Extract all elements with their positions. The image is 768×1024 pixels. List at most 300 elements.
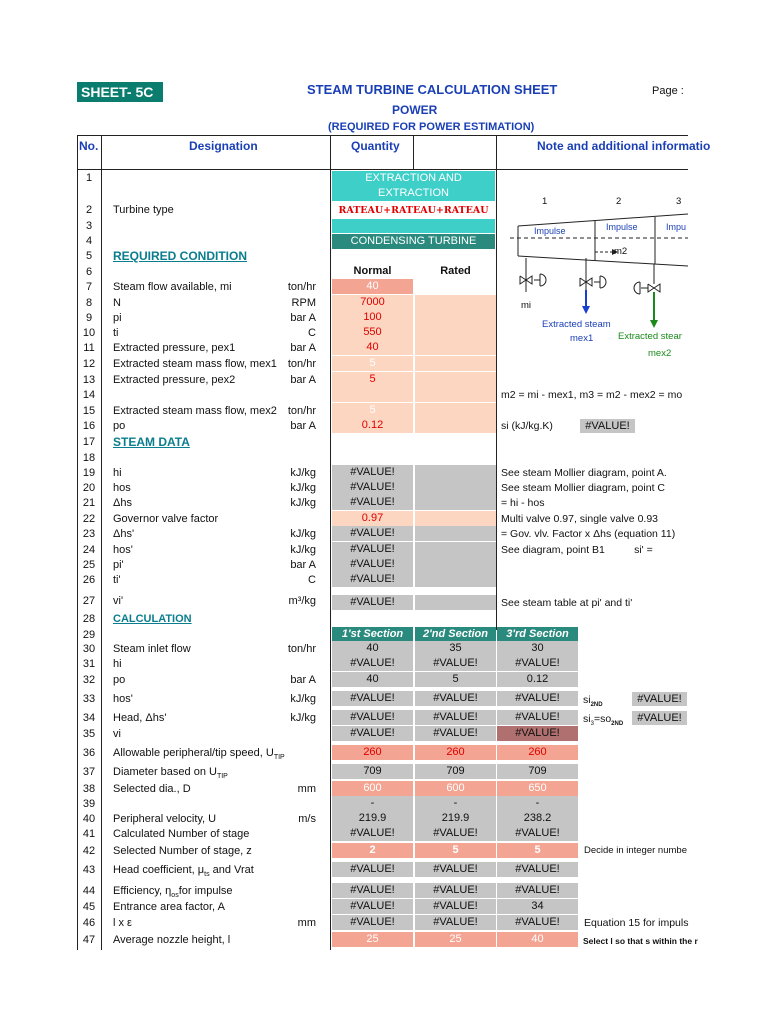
row-designation <box>113 248 247 264</box>
calc-cell-section-3[interactable]: 0.12 <box>497 672 578 687</box>
quantity-normal-cell[interactable]: 40 <box>332 340 413 355</box>
designation-text: Extracted pressure, pex1 <box>113 342 236 354</box>
quantity-rated-cell[interactable] <box>415 542 496 557</box>
row-number: 23 <box>82 528 96 540</box>
row-number: 8 <box>85 297 93 309</box>
calc-cell-section-3[interactable]: 34 <box>497 899 578 914</box>
diagram-impulse-3: Impu <box>666 222 687 232</box>
row-number: 11 <box>83 342 95 354</box>
note-mass-balance: m2 = mi - mex1, m3 = m2 - mex2 = mo <box>501 389 683 401</box>
calc-cell-section-1[interactable]: #VALUE! <box>332 656 413 671</box>
calc-cell-section-3[interactable]: 238.2 <box>497 811 578 826</box>
quantity-normal-cell[interactable]: 5 <box>332 356 413 371</box>
designation-subscript: ts <box>204 871 210 879</box>
quantity-rated-cell[interactable] <box>415 572 496 587</box>
calc-cell-section-2[interactable]: 600 <box>415 781 496 796</box>
row-designation <box>113 542 133 558</box>
quantity-normal-cell[interactable]: #VALUE! <box>332 495 413 510</box>
row-designation <box>113 202 174 218</box>
quantity-extraction-line2: EXTRACTION <box>332 186 495 201</box>
row-unit: ton/hr <box>287 358 316 370</box>
calc-cell-section-1[interactable]: #VALUE! <box>332 862 413 877</box>
calc-cell-section-1[interactable]: 40 <box>332 672 413 687</box>
calc-cell-section-1[interactable]: #VALUE! <box>332 691 413 706</box>
designation-text: ti <box>113 327 119 339</box>
designation-text: STEAM DATA <box>113 435 190 449</box>
designation-text: pi <box>113 312 122 324</box>
quantity-normal-cell[interactable]: #VALUE! <box>332 595 413 610</box>
designation-subscript: TIP <box>273 754 285 762</box>
calc-cell-section-2[interactable]: #VALUE! <box>415 899 496 914</box>
calc-cell-section-3[interactable]: 5 <box>497 843 578 858</box>
designation-text: ti' <box>113 574 121 586</box>
note-hos: See steam Mollier diagram, point C <box>501 482 665 494</box>
quantity-normal-cell[interactable]: #VALUE! <box>332 480 413 495</box>
rated-header: Rated <box>440 265 471 277</box>
row-unit: kJ/kg <box>290 528 316 540</box>
row-number: 6 <box>85 266 93 278</box>
row-number: 21 <box>82 497 96 509</box>
row-designation <box>113 781 191 797</box>
quantity-rated-cell[interactable] <box>415 387 496 402</box>
designation-text: Efficiency, η <box>113 885 172 897</box>
quantity-normal-cell[interactable]: 0.97 <box>332 511 413 526</box>
designation-text: Governor valve factor <box>113 513 219 525</box>
power-title: POWER <box>392 103 438 117</box>
calc-cell-section-3[interactable]: #VALUE! <box>497 691 578 706</box>
row-designation <box>113 745 285 766</box>
row-designation <box>113 310 122 326</box>
calc-cell-section-1[interactable]: 25 <box>332 932 413 947</box>
row-number: 13 <box>82 374 96 386</box>
row-designation <box>113 495 132 511</box>
row-number: 40 <box>82 813 96 825</box>
row-unit: bar A <box>290 374 316 386</box>
designation-text: hos' <box>113 693 133 705</box>
calc-cell-section-3[interactable]: #VALUE! <box>497 883 578 898</box>
note-hi: See steam Mollier diagram, point A. <box>501 467 667 479</box>
row-designation <box>113 526 134 542</box>
quantity-normal-cell[interactable]: 7000 <box>332 295 413 310</box>
row-designation <box>113 325 119 341</box>
calc-cell-section-3[interactable]: 650 <box>497 781 578 796</box>
row-unit: bar A <box>290 674 316 686</box>
section-1-header: 1'st Section <box>332 627 413 642</box>
designation-text: Extracted pressure, pex2 <box>113 374 236 386</box>
calc-cell-section-2[interactable]: 709 <box>415 764 496 779</box>
row-number: 43 <box>82 864 96 876</box>
quantity-rated-cell[interactable] <box>415 279 496 294</box>
row-unit: bar A <box>290 559 316 571</box>
calc-cell-section-2[interactable]: 260 <box>415 745 496 760</box>
note-si3-label: si <box>583 713 591 725</box>
row-unit: ton/hr <box>287 643 316 655</box>
note-equation15: Equation 15 for impuls <box>584 917 689 929</box>
row-unit: bar A <box>290 342 316 354</box>
row-number: 18 <box>82 452 96 464</box>
row-number: 22 <box>82 513 96 525</box>
quantity-rated-cell[interactable] <box>415 465 496 480</box>
quantity-extraction-line1: EXTRACTION AND <box>332 171 495 186</box>
diagram-stage-1: 1 <box>542 196 548 207</box>
row-number: 44 <box>82 885 96 897</box>
designation-text: Steam flow available, mi <box>113 281 232 293</box>
designation-text: Selected Number of stage, z <box>113 845 252 857</box>
row-unit: mm <box>297 917 316 929</box>
turbine-diagram <box>500 190 688 370</box>
row-number: 28 <box>82 613 96 625</box>
row-designation <box>113 899 225 915</box>
diagram-m2: m2 <box>614 246 628 257</box>
col-header-no: No. <box>79 139 99 153</box>
normal-header: Normal <box>353 265 392 277</box>
calc-cell-section-2[interactable]: #VALUE! <box>415 691 496 706</box>
designation-text: Average nozzle height, l <box>113 934 231 946</box>
calc-cell-section-3[interactable]: 30 <box>497 641 578 656</box>
row-designation <box>113 691 133 707</box>
calc-cell-section-2[interactable]: #VALUE! <box>415 862 496 877</box>
row-number: 27 <box>82 595 96 607</box>
row-designation <box>113 372 235 388</box>
calc-cell-section-1[interactable]: 2 <box>332 843 413 858</box>
quantity-normal-cell[interactable]: 550 <box>332 325 413 340</box>
designation-text: Diameter based on U <box>113 766 217 778</box>
quantity-normal-cell[interactable]: #VALUE! <box>332 526 413 541</box>
designation-text: Selected dia., D <box>113 783 191 795</box>
designation-text: Allowable peripheral/tip speed, U <box>113 747 274 759</box>
note-si2nd <box>583 692 603 713</box>
row-number: 25 <box>82 559 96 571</box>
row-number: 31 <box>82 658 96 670</box>
quantity-rated-cell[interactable] <box>415 595 496 610</box>
calc-cell-section-1[interactable]: 260 <box>332 745 413 760</box>
row-designation <box>113 726 121 742</box>
row-number: 34 <box>82 712 96 724</box>
row-number: 47 <box>82 934 96 946</box>
diagram-extracted-steam-2: Extracted stear <box>618 331 682 342</box>
calc-cell-section-2[interactable]: #VALUE! <box>415 826 496 841</box>
row-designation <box>113 593 123 609</box>
row-unit: mm <box>297 783 316 795</box>
row-number: 15 <box>82 405 96 417</box>
row-number: 4 <box>85 235 93 247</box>
row-number: 24 <box>82 544 96 556</box>
designation-text: l x ε <box>113 917 132 929</box>
row-unit: C <box>308 574 316 586</box>
designation-text: N <box>113 297 121 309</box>
calc-cell-section-1[interactable]: #VALUE! <box>332 826 413 841</box>
designation-text: Steam inlet flow <box>113 643 191 655</box>
row-designation <box>113 434 190 450</box>
note-si3-sub: 2ND <box>611 721 624 728</box>
note-si3-value: #VALUE! <box>632 711 687 725</box>
calc-cell-section-1[interactable]: 600 <box>332 781 413 796</box>
row-designation <box>113 480 131 496</box>
quantity-normal-cell[interactable] <box>332 387 413 402</box>
col-border-no <box>101 135 102 950</box>
quantity-rated-cell[interactable] <box>415 511 496 526</box>
row-unit: bar A <box>290 312 316 324</box>
designation-text: CALCULATION <box>113 613 192 625</box>
row-unit: m³/kg <box>288 595 316 607</box>
row-number: 46 <box>82 917 96 929</box>
quantity-normal-cell[interactable]: #VALUE! <box>332 542 413 557</box>
note-select-l: Select l so that s within the r <box>583 936 698 946</box>
row-designation <box>113 465 122 481</box>
row-number: 19 <box>82 467 96 479</box>
designation-text: Extracted steam mass flow, mex1 <box>113 358 277 370</box>
quantity-blank-teal <box>332 219 495 233</box>
note-si2nd-label: si <box>583 694 591 706</box>
calc-cell-section-1[interactable]: 40 <box>332 641 413 656</box>
row-number: 36 <box>82 747 96 759</box>
quantity-normal-cell[interactable]: 0.12 <box>332 418 413 433</box>
diagram-mex2: mex2 <box>648 348 672 359</box>
turbine-diagram-svg <box>500 190 688 370</box>
designation-text: po <box>113 674 126 686</box>
calc-cell-section-2[interactable]: #VALUE! <box>415 656 496 671</box>
col-border-quantity-mid <box>413 135 414 170</box>
row-designation <box>113 641 191 657</box>
col-header-designation: Designation <box>189 139 258 153</box>
row-designation <box>113 843 252 859</box>
calc-cell-section-2[interactable]: #VALUE! <box>415 883 496 898</box>
calc-cell-section-2[interactable]: - <box>415 796 496 811</box>
row-designation <box>113 356 277 372</box>
calc-cell-section-1[interactable]: #VALUE! <box>332 726 413 741</box>
row-number: 39 <box>82 798 96 810</box>
row-number: 33 <box>82 693 96 705</box>
row-number: 9 <box>85 312 93 324</box>
row-number: 1 <box>85 172 93 184</box>
row-number: 2 <box>85 204 93 216</box>
row-unit: bar A <box>290 420 316 432</box>
note-vi: See steam table at pi' and ti' <box>501 597 633 609</box>
diagram-stage-2: 2 <box>616 196 622 207</box>
sheet-tag: SHEET- 5C <box>77 82 163 102</box>
row-number: 45 <box>82 901 96 913</box>
power-subtitle: (REQUIRED FOR POWER ESTIMATION) <box>328 121 535 133</box>
quantity-rated-cell[interactable] <box>415 480 496 495</box>
note-hos-prime: See diagram, point B1 si' = <box>501 544 653 556</box>
designation-text: vi' <box>113 595 124 607</box>
row-unit: kJ/kg <box>290 467 316 479</box>
calc-cell-section-2[interactable]: 25 <box>415 932 496 947</box>
note-si3: $si_3=so_{2ND}$ <box>583 713 624 728</box>
quantity-rated-cell[interactable] <box>415 418 496 433</box>
row-number: 41 <box>82 828 96 840</box>
row-unit: RPM <box>291 297 316 309</box>
quantity-normal-cell[interactable]: 5 <box>332 403 413 418</box>
quantity-normal-cell[interactable]: #VALUE! <box>332 572 413 587</box>
calc-cell-section-3[interactable]: #VALUE! <box>497 710 578 725</box>
row-designation <box>113 572 121 588</box>
calc-cell-section-2[interactable]: 219.9 <box>415 811 496 826</box>
sheet-title: STEAM TURBINE CALCULATION SHEET <box>307 82 558 97</box>
section-2-header: 2'nd Section <box>415 627 496 642</box>
quantity-rated-cell[interactable] <box>415 295 496 310</box>
designation-subscript: os <box>171 892 179 900</box>
row-designation <box>113 279 232 295</box>
quantity-normal-cell[interactable]: 40 <box>332 279 413 294</box>
calc-cell-section-1[interactable]: #VALUE! <box>332 899 413 914</box>
row-number: 26 <box>82 574 96 586</box>
row-number: 35 <box>82 728 96 740</box>
row-number: 5 <box>85 250 93 262</box>
calc-cell-section-3[interactable]: 709 <box>497 764 578 779</box>
calc-cell-section-2[interactable]: #VALUE! <box>415 915 496 930</box>
quantity-rated-cell[interactable] <box>415 526 496 541</box>
designation-suffix: and Vrat <box>209 864 254 876</box>
quantity-normal-cell[interactable]: #VALUE! <box>332 557 413 572</box>
quantity-turbine-type: RATEAU+RATEAU+RATEAU <box>338 205 489 216</box>
designation-text: po <box>113 420 126 432</box>
row-designation <box>113 915 132 931</box>
row-designation <box>113 710 166 726</box>
row-unit: kJ/kg <box>290 712 316 724</box>
col-header-quantity: Quantity <box>351 139 400 153</box>
calc-cell-section-3[interactable]: #VALUE! <box>497 656 578 671</box>
quantity-rated-cell[interactable] <box>415 372 496 387</box>
row-number: 29 <box>82 629 96 641</box>
quantity-rated-cell[interactable] <box>415 356 496 371</box>
row-number: 32 <box>82 674 96 686</box>
note-dhs: = hi - hos <box>501 497 545 509</box>
row-number: 14 <box>82 389 96 401</box>
quantity-rated-cell[interactable] <box>415 495 496 510</box>
calc-cell-section-1[interactable]: #VALUE! <box>332 883 413 898</box>
calc-cell-section-3[interactable]: #VALUE! <box>497 862 578 877</box>
row-number: 3 <box>85 220 93 232</box>
note-si3-mid: =so <box>593 713 612 725</box>
diagram-impulse-2: Impulse <box>606 222 638 232</box>
designation-subscript: TIP <box>216 773 228 781</box>
designation-suffix: for impulse <box>178 885 233 897</box>
diagram-impulse-1: Impulse <box>534 226 566 236</box>
row-designation <box>113 557 124 573</box>
quantity-normal-cell[interactable]: 100 <box>332 310 413 325</box>
designation-text: REQUIRED CONDITION <box>113 249 248 263</box>
diagram-stage-3: 3 <box>676 196 682 207</box>
designation-text: hos' <box>113 544 133 556</box>
designation-text: Entrance area factor, A <box>113 901 225 913</box>
calc-cell-section-1[interactable]: #VALUE! <box>332 915 413 930</box>
designation-text: vi <box>113 728 121 740</box>
calc-cell-section-2[interactable]: 35 <box>415 641 496 656</box>
row-designation <box>113 672 125 688</box>
calc-cell-section-2[interactable]: #VALUE! <box>415 710 496 725</box>
calc-cell-section-3[interactable]: #VALUE! <box>497 726 578 741</box>
calc-cell-section-1[interactable]: 219.9 <box>332 811 413 826</box>
calc-cell-section-3[interactable]: 260 <box>497 745 578 760</box>
note-gov-valve: Multi valve 0.97, single valve 0.93 <box>501 513 659 525</box>
row-unit: ton/hr <box>287 405 316 417</box>
note-si-value: #VALUE! <box>580 419 635 433</box>
row-designation <box>113 932 230 948</box>
diagram-mex1: mex1 <box>570 333 594 344</box>
row-number: 37 <box>82 766 96 778</box>
row-number: 7 <box>85 281 93 293</box>
row-unit: ton/hr <box>287 281 316 293</box>
row-unit: kJ/kg <box>290 482 316 494</box>
row-number: 17 <box>82 436 96 448</box>
designation-text: hi <box>113 467 122 479</box>
row-designation <box>113 656 122 672</box>
note-si: si (kJ/kg.K) <box>501 420 553 432</box>
note-integer-stage: Decide in integer numbe <box>584 845 687 856</box>
calc-cell-section-1[interactable]: #VALUE! <box>332 710 413 725</box>
quantity-rated-cell[interactable] <box>415 310 496 325</box>
row-unit: kJ/kg <box>290 693 316 705</box>
calc-cell-section-3[interactable]: #VALUE! <box>497 915 578 930</box>
designation-text: Extracted steam mass flow, mex2 <box>113 405 277 417</box>
quantity-rated-cell[interactable] <box>415 340 496 355</box>
calc-cell-section-3[interactable]: 40 <box>497 932 578 947</box>
designation-text: Head, Δhs' <box>113 712 167 724</box>
row-designation <box>113 611 192 627</box>
note-si2nd-sub: 2ND <box>590 702 603 709</box>
quantity-rated-cell[interactable] <box>415 325 496 340</box>
calc-cell-section-3[interactable]: - <box>497 796 578 811</box>
row-number: 16 <box>82 420 96 432</box>
quantity-normal-cell[interactable]: #VALUE! <box>332 465 413 480</box>
row-designation <box>113 826 249 842</box>
row-unit: C <box>308 327 316 339</box>
designation-text: Peripheral velocity, U <box>113 813 217 825</box>
row-unit: m/s <box>298 813 316 825</box>
designation-text: hos <box>113 482 131 494</box>
calc-cell-section-3[interactable]: #VALUE! <box>497 826 578 841</box>
row-designation <box>113 862 254 883</box>
calc-cell-section-2[interactable]: 5 <box>415 843 496 858</box>
row-number: 20 <box>82 482 96 494</box>
note-si2nd-value: #VALUE! <box>632 692 687 706</box>
designation-text: Calculated Number of stage <box>113 828 250 840</box>
row-number: 30 <box>82 643 96 655</box>
designation-text: pi' <box>113 559 124 571</box>
quantity-condensing: CONDENSING TURBINE <box>332 234 495 249</box>
row-number: 10 <box>82 327 96 339</box>
row-designation <box>113 511 218 527</box>
note-dhs-prime: = Gov. vlv. Factor x Δhs (equation 11) <box>501 528 676 540</box>
row-number: 38 <box>82 783 96 795</box>
quantity-rated-cell[interactable] <box>415 403 496 418</box>
row-unit: kJ/kg <box>290 497 316 509</box>
quantity-normal-cell[interactable]: 5 <box>332 372 413 387</box>
col-border-quantity <box>496 135 497 630</box>
row-designation <box>113 295 121 311</box>
row-designation <box>113 418 125 434</box>
page-label: Page : <box>652 85 684 97</box>
diagram-mi: mi <box>521 300 532 311</box>
row-unit: kJ/kg <box>290 544 316 556</box>
calc-cell-section-2[interactable]: 5 <box>415 672 496 687</box>
designation-text: Head coefficient, μ <box>113 864 205 876</box>
designation-text: Δhs' <box>113 528 135 540</box>
calc-cell-section-1[interactable]: 709 <box>332 764 413 779</box>
calc-cell-section-2[interactable]: #VALUE! <box>415 726 496 741</box>
row-number: 42 <box>82 845 96 857</box>
row-designation <box>113 340 235 356</box>
designation-text: hi <box>113 658 122 670</box>
quantity-rated-cell[interactable] <box>415 557 496 572</box>
designation-text: Δhs <box>113 497 132 509</box>
calc-cell-section-1[interactable]: - <box>332 796 413 811</box>
table-top-border <box>77 135 688 136</box>
diagram-extracted-steam-1: Extracted steam <box>542 319 611 330</box>
col-header-note: Note and additional informatio <box>537 139 711 153</box>
col-border-designation <box>330 135 331 950</box>
